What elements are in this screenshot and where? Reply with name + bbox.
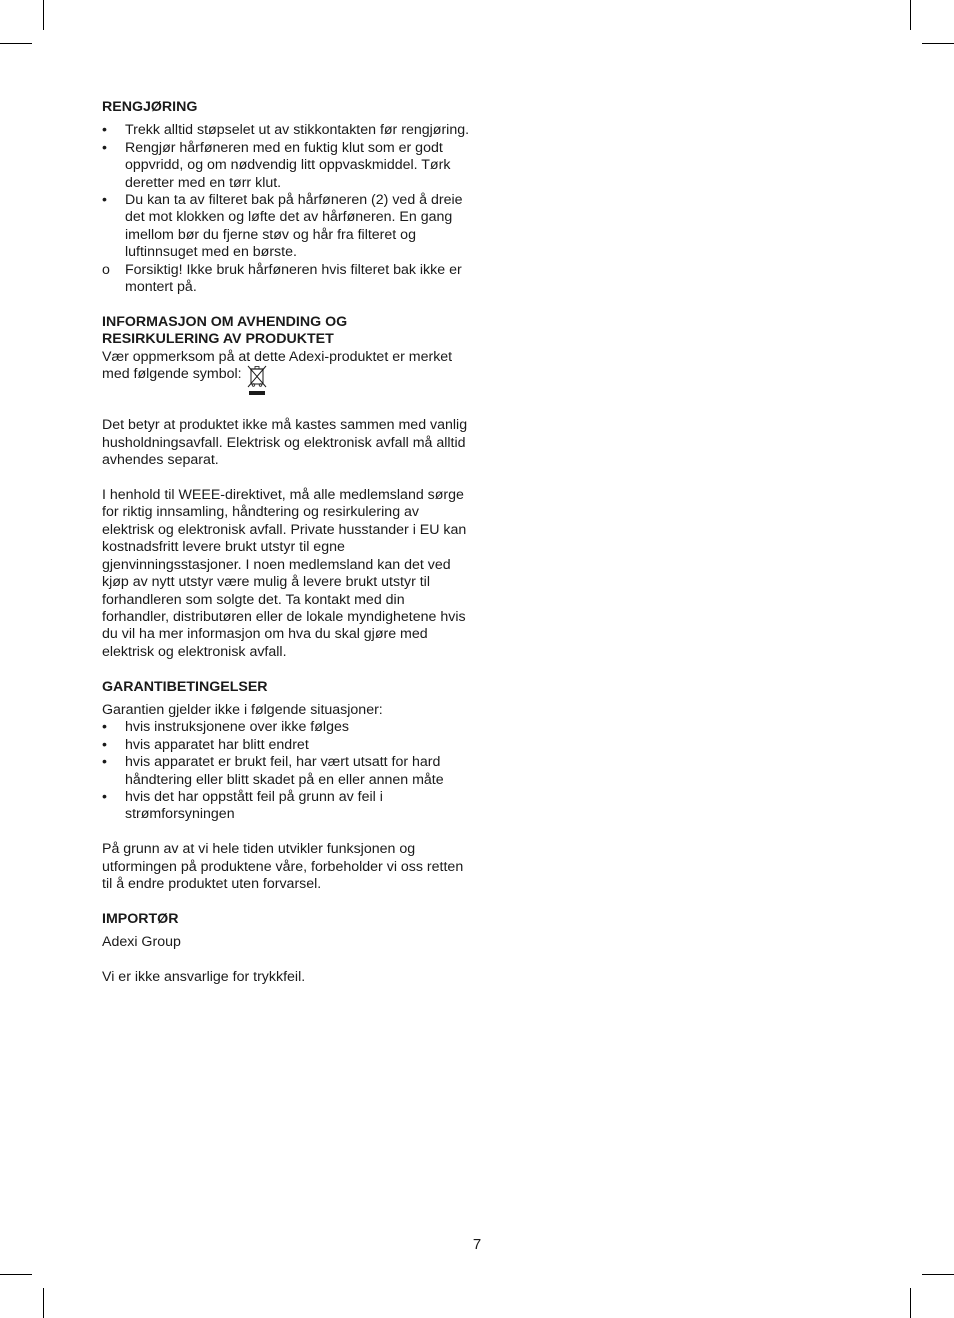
warranty-list — [102, 719, 472, 823]
bullet-marker: • — [102, 139, 107, 156]
disposal-intro-text: Vær oppmerksom på at dette Adexi-produktet er merket med følgende symbol: — [102, 348, 453, 383]
page-number: 7 — [472, 1236, 482, 1253]
section-heading: IMPORTØR — [102, 910, 179, 927]
bullet-marker: • — [102, 736, 107, 753]
list-item-text: hvis det har oppstått feil på grunn av feil i strømforsyningen — [125, 788, 383, 823]
list-item — [102, 754, 472, 789]
list-item-text: hvis instruksjonene over ikke følges — [125, 719, 349, 736]
list-item-text: hvis apparatet har blitt endret — [125, 736, 309, 753]
list-item-text: Rengjør hårføneren med en fuktig klut som er godt oppvridd, og om nødvendig litt oppvaskmiddel. Tørk deretter med en tørr klut. — [125, 139, 451, 191]
section-heading: RENGJØRING — [102, 99, 198, 115]
crop-mark — [0, 1274, 32, 1275]
importer-name: Adexi Group — [102, 934, 181, 951]
section-importor — [102, 911, 472, 987]
cleaning-list — [102, 122, 472, 296]
list-item — [102, 789, 472, 824]
section-avhending — [102, 314, 472, 661]
disposal-paragraph: Det betyr at produktet ikke må kastes sammen med vanlig husholdningsavfall. Elektrisk og elektronisk avfall må alltid avhendes separat. — [102, 417, 468, 469]
list-item — [102, 192, 472, 262]
list-item — [102, 737, 472, 754]
bullet-marker: • — [102, 719, 107, 736]
crop-mark — [910, 0, 911, 30]
crop-mark — [0, 43, 32, 44]
crop-mark — [910, 1288, 911, 1318]
section-garanti — [102, 679, 472, 894]
section-heading: INFORMASJON OM AVHENDING OG — [102, 313, 348, 330]
warranty-intro: Garantien gjelder ikke i følgende situasjoner: — [102, 701, 383, 718]
list-item-text: Forsiktig! Ikke bruk hårføneren hvis filteret bak ikke er montert på. — [125, 261, 462, 296]
bullet-marker: • — [102, 192, 107, 209]
list-item-text: Trekk alltid støpselet ut av stikkontakten før rengjøring. — [125, 122, 470, 139]
bullet-marker: • — [102, 122, 107, 139]
page-content — [102, 99, 472, 1004]
bullet-marker: o — [102, 261, 110, 278]
bullet-marker: • — [102, 754, 107, 771]
list-item-text: Du kan ta av filteret bak på hårføneren (2) ved å dreie det mot klokken og løfte det av hårføneren. En gang imellom bør du fjerne støv og hår fra filteret og luftinnsuget med en børste. — [125, 192, 463, 261]
list-item — [102, 262, 472, 297]
weee-paragraph: I henhold til WEEE-direktivet, må alle medlemsland sørge for riktig innsamling, håndtering og resirkulering av elektrisk og elektronisk avfall. Private husstander i EU kan kostnadsfritt levere brukt utstyr til egne gjenvinningsstasjoner. I noen medlemsland kan det ved kjøp av nytt utstyr være mulig å levere brukt utstyr til forhandleren som solgte det. Ta kontakt med din forhandler, distributøren eller de lokale myndighetene hvis du vil ha mer informasjon om hva du skal gjøre med elektrisk og elektronisk avfall. — [102, 487, 467, 660]
weee-crossed-bin-icon — [246, 364, 268, 398]
list-item-text: hvis apparatet er brukt feil, har vært utsatt for hard håndtering eller blitt skadet på en eller annen måte — [125, 754, 444, 788]
bullet-marker: • — [102, 788, 107, 805]
list-item — [102, 122, 472, 139]
list-item — [102, 719, 472, 736]
crop-mark — [43, 1288, 44, 1318]
disposal-intro — [102, 349, 472, 400]
section-rengjoring — [102, 99, 472, 296]
section-heading: RESIRKULERING AV PRODUKTET — [102, 331, 334, 348]
list-item — [102, 140, 472, 192]
print-disclaimer: Vi er ikke ansvarlige for trykkfeil. — [102, 968, 306, 985]
crop-mark — [922, 43, 954, 44]
crop-mark — [43, 0, 44, 30]
crop-mark — [922, 1274, 954, 1275]
warranty-closing: På grunn av at vi hele tiden utvikler funksjonen og utformingen på produktene våre, forbeholder vi oss retten til å endre produktet uten forvarsel. — [102, 841, 464, 892]
section-heading: GARANTIBETINGELSER — [102, 678, 268, 695]
